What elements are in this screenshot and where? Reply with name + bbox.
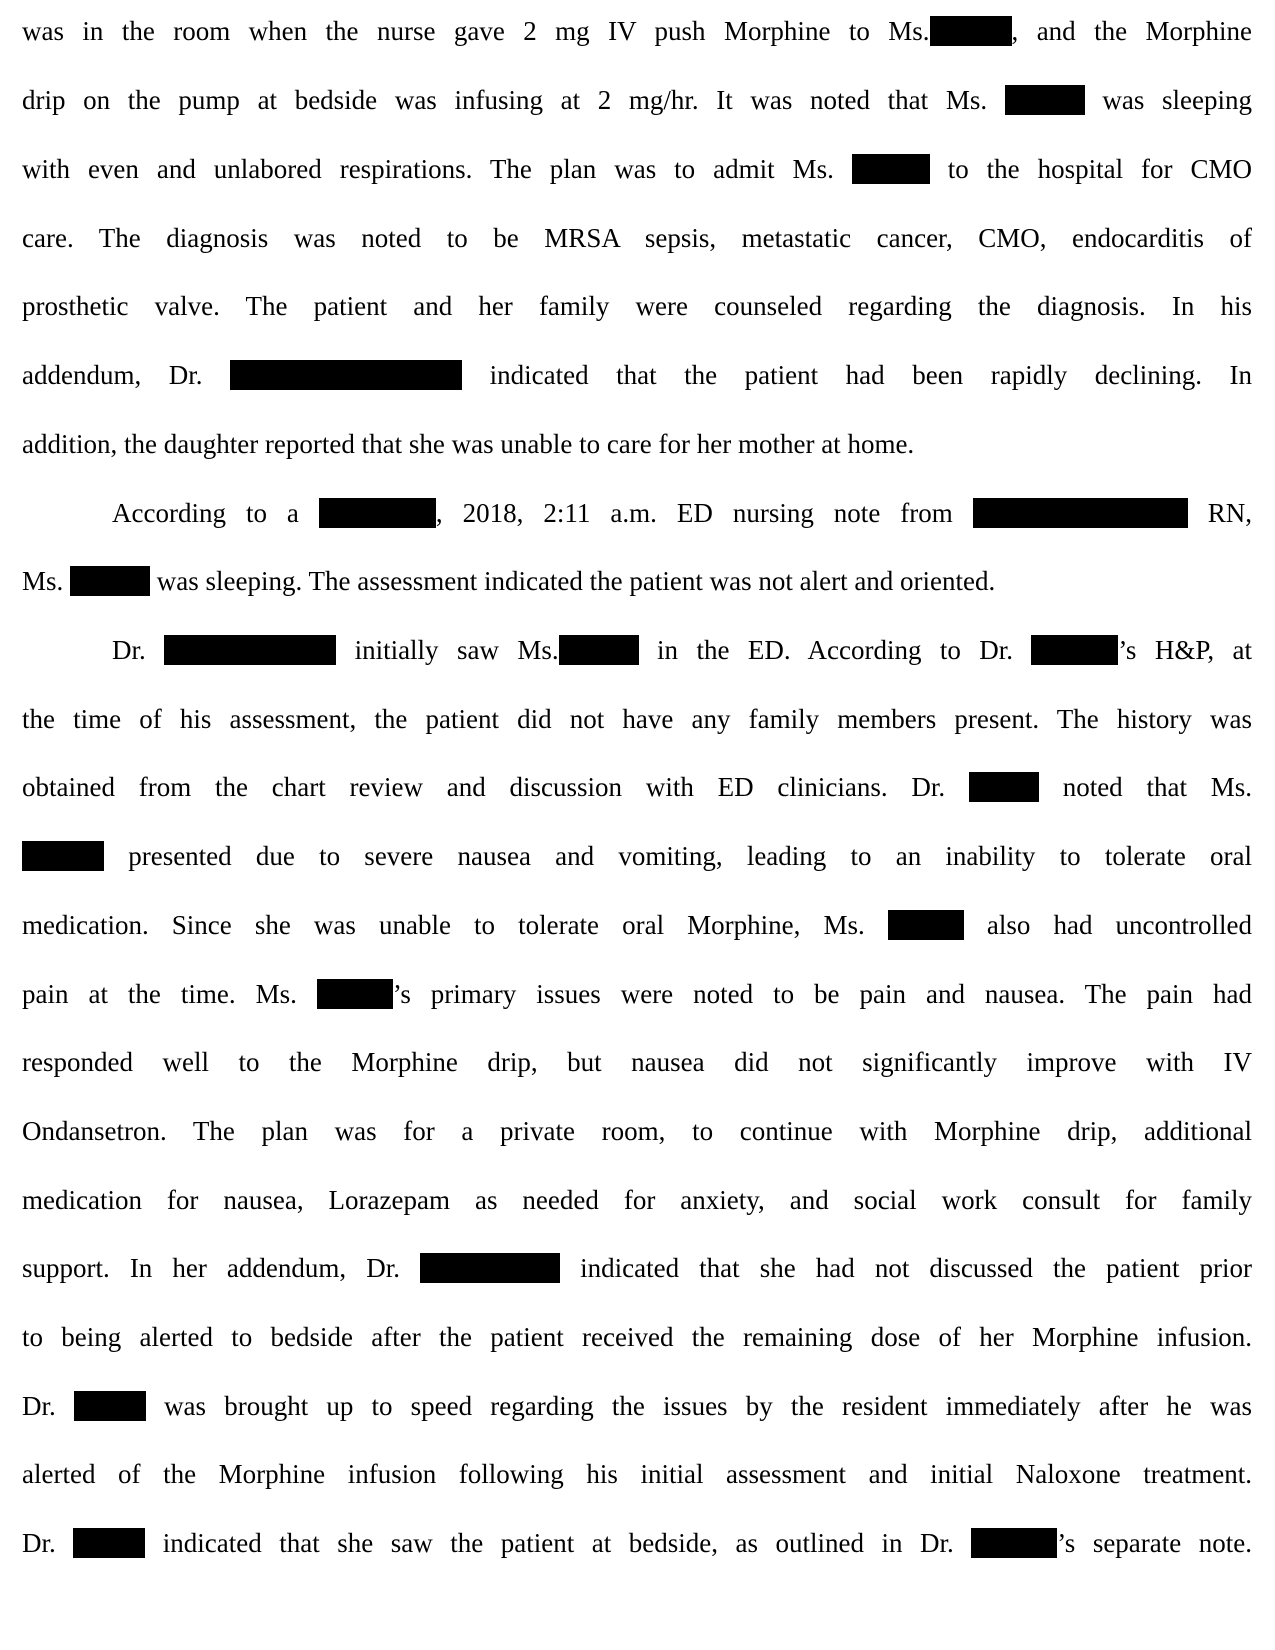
redaction-box bbox=[317, 979, 393, 1009]
text-line bbox=[22, 1387, 1252, 1425]
line-text: was sleeping bbox=[1102, 85, 1253, 115]
text-line bbox=[112, 631, 1252, 669]
text-line bbox=[112, 494, 1252, 532]
line-text: ’s separate note. bbox=[1057, 1528, 1253, 1558]
redaction-box bbox=[888, 910, 964, 940]
redaction-box bbox=[70, 566, 150, 596]
redaction-box bbox=[420, 1253, 560, 1283]
text-line bbox=[22, 356, 1252, 394]
line-text: was sleeping. The assessment indicated the patient was not alert and oriented. bbox=[156, 566, 996, 596]
text-line bbox=[22, 837, 1252, 875]
redaction-box bbox=[559, 635, 639, 665]
text-line bbox=[22, 700, 1252, 738]
line-text: noted that Ms. bbox=[1062, 772, 1252, 802]
text-line bbox=[22, 287, 1252, 325]
line-text: to the hospital for CMO bbox=[947, 154, 1253, 184]
line-text: Dr. bbox=[112, 635, 146, 665]
text-line bbox=[22, 1524, 1252, 1562]
line-text: initially saw Ms. bbox=[354, 635, 559, 665]
line-text: ’s H&P, at bbox=[1118, 635, 1252, 665]
line-text: Ms. bbox=[22, 566, 64, 596]
line-text: ’s primary issues were noted to be pain and nausea. The pain had bbox=[392, 979, 1252, 1009]
line-text: pain at the time. Ms. bbox=[22, 979, 297, 1009]
line-text: Dr. bbox=[22, 1528, 56, 1558]
line-text: addition, the daughter reported that she was unable to care for her mother at home. bbox=[22, 429, 915, 459]
line-text: , 2018, 2:11 a.m. ED nursing note from bbox=[435, 498, 953, 528]
line-text: was brought up to speed regarding the issues by the resident immediately after he was bbox=[164, 1391, 1252, 1421]
redaction-box bbox=[1005, 85, 1085, 115]
text-line bbox=[22, 906, 1252, 944]
line-text: Dr. bbox=[22, 1391, 56, 1421]
redaction-box bbox=[319, 498, 436, 528]
line-text: indicated that she saw the patient at bedside, as outlined in Dr. bbox=[162, 1528, 954, 1558]
text-line bbox=[22, 12, 1252, 50]
line-text: medication for nausea, Lorazepam as needed for anxiety, and social work consult for family bbox=[22, 1185, 1252, 1215]
line-text: , and the Morphine bbox=[1011, 16, 1252, 46]
text-line bbox=[22, 1112, 1252, 1150]
redaction-box bbox=[1031, 635, 1118, 665]
redaction-box bbox=[971, 1528, 1057, 1558]
line-text: RN, bbox=[1207, 498, 1253, 528]
text-line bbox=[22, 1181, 1252, 1219]
text-line bbox=[22, 768, 1252, 806]
line-text: with even and unlabored respirations. The plan was to admit Ms. bbox=[22, 154, 834, 184]
text-line bbox=[22, 81, 1252, 119]
line-text: the time of his assessment, the patient did not have any family members present. The history was bbox=[22, 704, 1252, 734]
redaction-box bbox=[930, 16, 1012, 46]
line-text: presented due to severe nausea and vomiting, leading to an inability to tolerate oral bbox=[128, 841, 1252, 871]
redaction-box bbox=[73, 1528, 145, 1558]
redaction-box bbox=[973, 498, 1188, 528]
line-text: responded well to the Morphine drip, but nausea did not significantly improve with IV bbox=[22, 1047, 1252, 1077]
line-text: was in the room when the nurse gave 2 mg IV push Morphine to Ms. bbox=[22, 16, 930, 46]
line-text: in the ED. According to Dr. bbox=[657, 635, 1014, 665]
redaction-box bbox=[230, 360, 462, 390]
redaction-box bbox=[22, 841, 104, 871]
line-text: medication. Since she was unable to tolerate oral Morphine, Ms. bbox=[22, 910, 865, 940]
text-line bbox=[22, 1455, 1252, 1493]
line-text: indicated that the patient had been rapidly declining. In bbox=[489, 360, 1252, 390]
text-line bbox=[22, 1043, 1252, 1081]
text-line bbox=[22, 562, 1252, 600]
text-line bbox=[22, 150, 1252, 188]
line-text: Ondansetron. The plan was for a private room, to continue with Morphine drip, additional bbox=[22, 1116, 1252, 1146]
text-line bbox=[22, 219, 1252, 257]
line-text: According to a bbox=[112, 498, 299, 528]
line-text: support. In her addendum, Dr. bbox=[22, 1253, 400, 1283]
redaction-box bbox=[164, 635, 336, 665]
line-text: addendum, Dr. bbox=[22, 360, 203, 390]
text-line bbox=[22, 1249, 1252, 1287]
line-text: also had uncontrolled bbox=[986, 910, 1252, 940]
redaction-box bbox=[852, 154, 930, 184]
redaction-box bbox=[969, 772, 1039, 802]
line-text: drip on the pump at bedside was infusing at 2 mg/hr. It was noted that Ms. bbox=[22, 85, 988, 115]
redaction-box bbox=[74, 1391, 146, 1421]
text-line bbox=[22, 425, 1252, 463]
text-line bbox=[22, 975, 1252, 1013]
line-text: obtained from the chart review and discussion with ED clinicians. Dr. bbox=[22, 772, 946, 802]
line-text: care. The diagnosis was noted to be MRSA sepsis, metastatic cancer, CMO, endocarditis of bbox=[22, 223, 1252, 253]
line-text: indicated that she had not discussed the patient prior bbox=[580, 1253, 1253, 1283]
line-text: to being alerted to bedside after the patient received the remaining dose of her Morphine infusion. bbox=[22, 1322, 1252, 1352]
line-text: prosthetic valve. The patient and her family were counseled regarding the diagnosis. In his bbox=[22, 291, 1252, 321]
line-text: alerted of the Morphine infusion following his initial assessment and initial Naloxone treatment. bbox=[22, 1459, 1252, 1489]
text-line bbox=[22, 1318, 1252, 1356]
